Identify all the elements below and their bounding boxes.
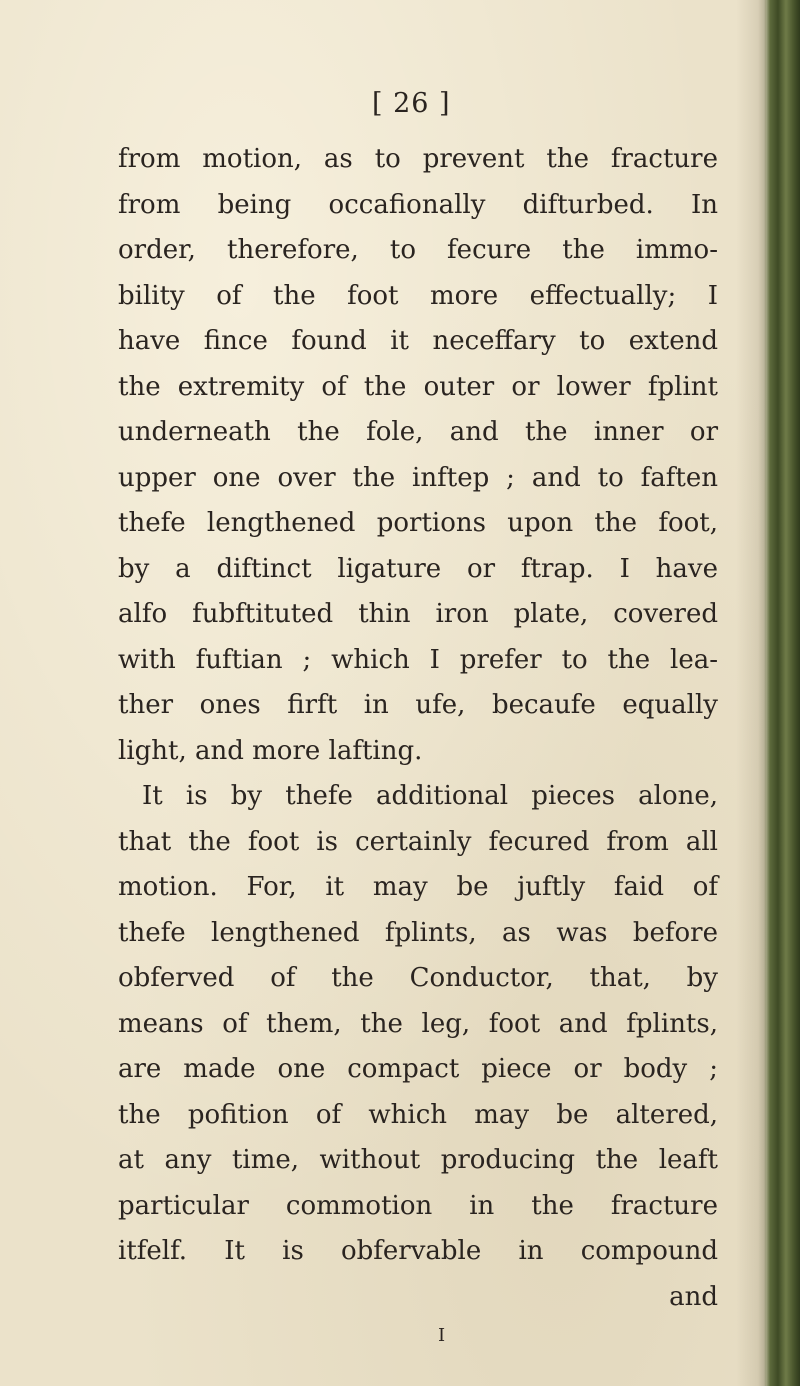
text-line: itfelf. It is obfervable in compound xyxy=(118,1236,718,1266)
text-line: the pofition of which may be altered, xyxy=(118,1099,718,1130)
body-text xyxy=(118,137,718,1320)
text-line: the extremity of the outer or lower fplint xyxy=(118,371,718,402)
text-line: by a diftinct ligature or ftrap. I have xyxy=(118,553,718,584)
text-line: upper one over the inftep ; and to faften xyxy=(118,462,718,493)
text-line: ther ones firft in ufe, becaufe equally xyxy=(118,690,718,720)
text-line: underneath the fole, and the inner or xyxy=(118,417,718,447)
text-line: order, therefore, to fecure the immo- xyxy=(118,235,718,265)
text-line: at any time, without producing the leaft xyxy=(118,1145,718,1175)
text-line: from being occafionally difturbed. In xyxy=(118,189,718,220)
text-line: particular commotion in the fracture xyxy=(118,1190,718,1221)
text-line: motion. For, it may be juftly faid of xyxy=(118,872,718,902)
text-line: light, and more lafting. xyxy=(118,735,423,766)
text-line: that the foot is certainly fecured from all xyxy=(118,826,718,857)
binding-edge xyxy=(758,0,800,1386)
text-line: means of them, the leg, foot and fplints, xyxy=(118,1008,718,1039)
catchword: and xyxy=(669,1281,718,1312)
page-number: [ 26 ] xyxy=(372,88,451,119)
text-line: thefe lengthened portions upon the foot, xyxy=(118,508,718,538)
text-line: from motion, as to prevent the fracture xyxy=(118,144,718,174)
paragraph-start-line: It is by thefe additional pieces alone, xyxy=(142,781,718,811)
signature-mark: I xyxy=(438,1325,446,1346)
text-line: alfo fubftituted thin iron plate, covered xyxy=(118,599,718,629)
text-line: have fince found it neceffary to extend xyxy=(118,326,718,356)
text-line: thefe lengthened fplints, as was before xyxy=(118,917,718,948)
text-line: bility of the foot more effectually; I xyxy=(118,280,718,311)
text-line: obferved of the Conductor, that, by xyxy=(118,963,718,993)
text-line: with fuftian ; which I prefer to the lea- xyxy=(118,644,718,675)
text-line: are made one compact piece or body ; xyxy=(118,1054,718,1084)
